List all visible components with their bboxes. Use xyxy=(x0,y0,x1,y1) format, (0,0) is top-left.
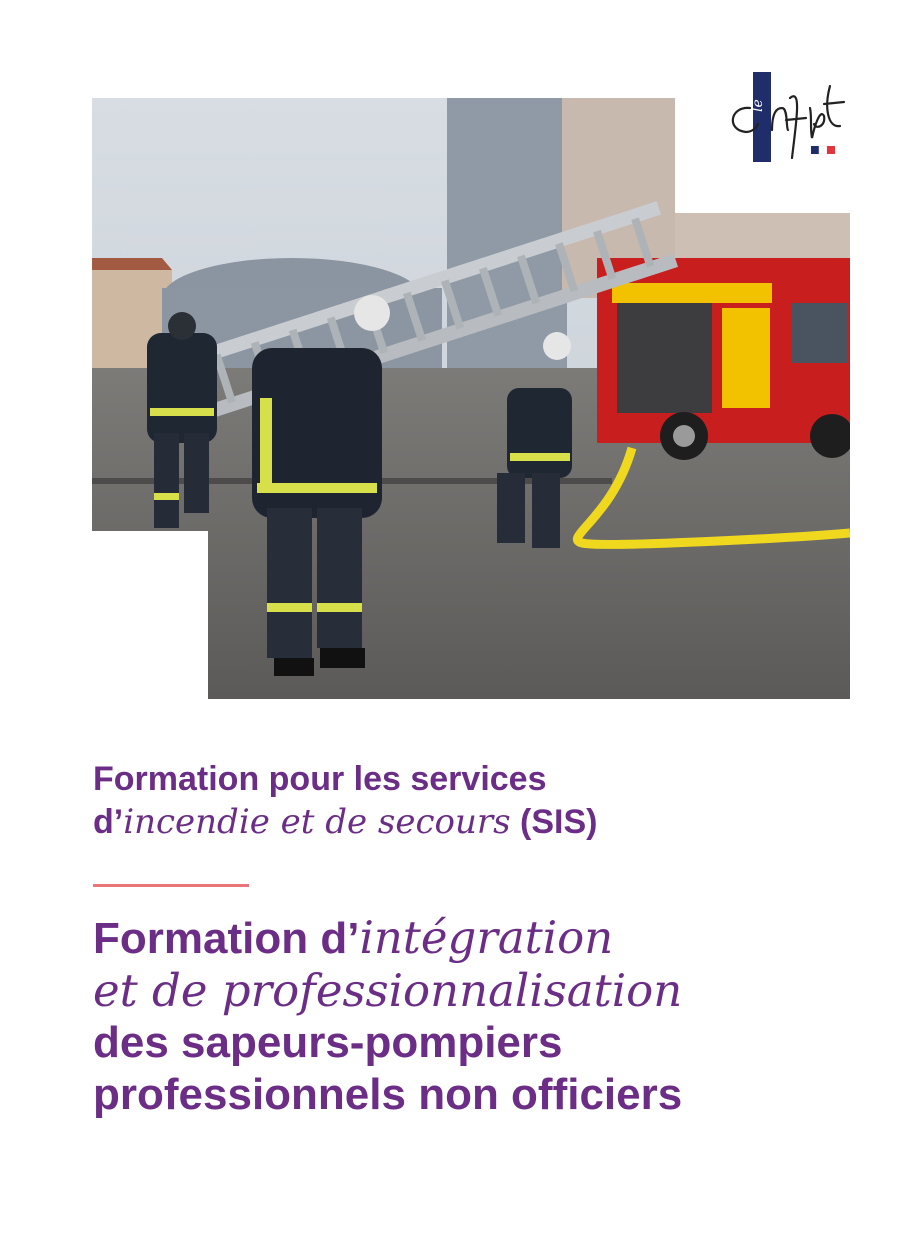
subtitle-line-2 xyxy=(93,801,813,844)
subtitle-line-1: Formation pour les services xyxy=(93,760,547,798)
title-line-2: et de professionnalisation xyxy=(93,964,683,1017)
logo-le-text: le xyxy=(750,99,766,112)
title-line-4: professionnels non officiers xyxy=(93,1070,683,1119)
title-line-3: des sapeurs-pompiers xyxy=(93,1018,563,1067)
cover-photo xyxy=(92,98,850,699)
subtitle-line-2-suffix: (SIS) xyxy=(510,803,598,841)
title-line-1-italic: intégration xyxy=(359,911,614,964)
subtitle-line-2-prefix: d’ xyxy=(93,803,124,841)
title-line-1 xyxy=(93,912,873,965)
title-line-1-prefix: Formation d’ xyxy=(93,914,360,963)
subtitle-line-2-italic: incendie et de secours xyxy=(123,802,511,842)
divider-line xyxy=(93,884,249,887)
page-title xyxy=(93,912,873,1121)
subtitle xyxy=(93,758,813,844)
cnfpt-logo xyxy=(720,68,852,172)
